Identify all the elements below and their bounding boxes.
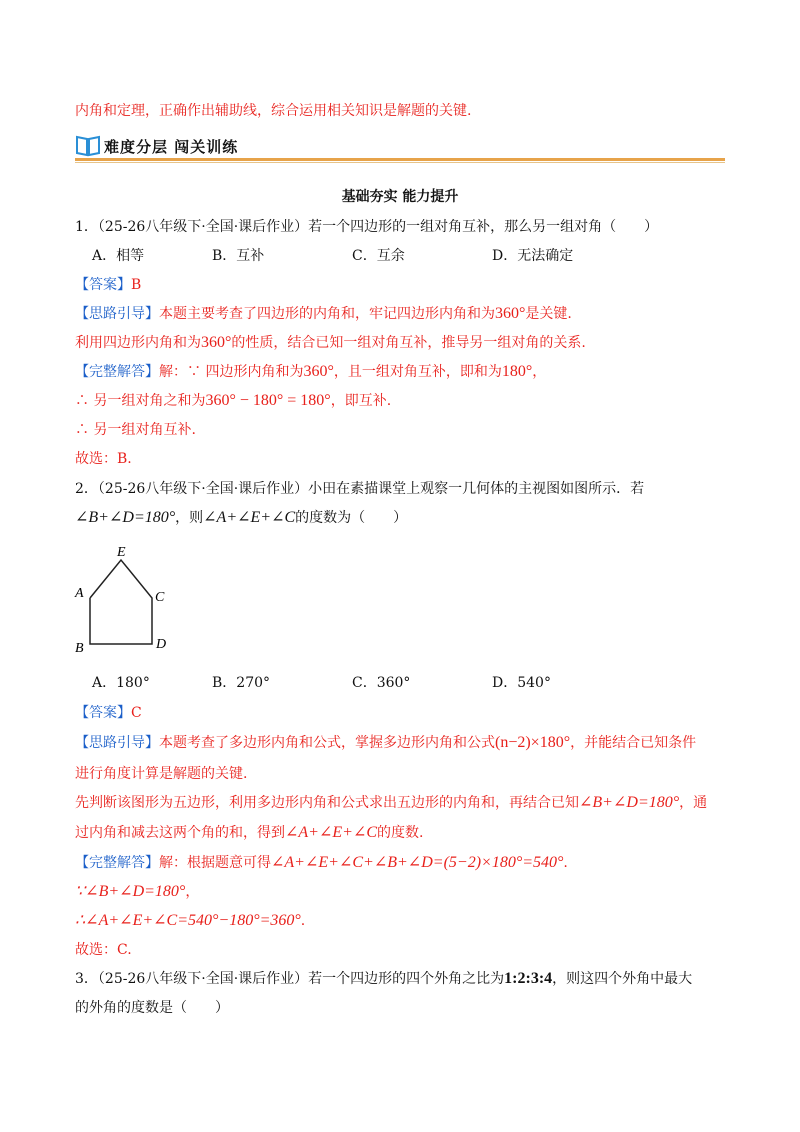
solution-text: ， <box>185 884 200 900</box>
math-expr: ∵∠B+∠D=180° <box>75 883 186 900</box>
hint-text: ，并能结合已知条件 <box>570 735 697 751</box>
solution-text: ， <box>532 364 547 380</box>
hint-text: 的性质，结合已知一组对角互补，推导另一组对角的关系. <box>231 335 586 351</box>
math-expr: (n−2)×180° <box>495 734 571 751</box>
math-expr: 360° <box>495 305 526 322</box>
q1-solution-line2 <box>75 391 391 411</box>
q1-solution-line1 <box>75 362 546 382</box>
section-divider <box>75 158 725 161</box>
hint-tag: 【思路引导】 <box>75 306 159 322</box>
math-expr: ∠A+∠E+∠C <box>285 824 378 841</box>
hint-tag: 【思路引导】 <box>75 735 159 751</box>
stem-text: ，则这四个外角中最大 <box>552 971 693 987</box>
math-expr: ∠A+∠E+∠C <box>203 509 296 526</box>
q2-option-b: B．270° <box>212 675 271 691</box>
q2-hint-line3 <box>75 793 707 813</box>
continuation-line: 内角和定理，正确作出辅助线，综合运用相关知识是解题的关键. <box>75 103 472 119</box>
q1-option-c: C．互余 <box>352 248 405 264</box>
q2-hint-line1 <box>75 733 696 753</box>
book-icon <box>75 133 101 157</box>
solution-tag: 【完整解答】 <box>75 855 159 871</box>
q2-answer-line <box>75 703 142 723</box>
q3-stem-line1 <box>75 969 692 989</box>
q2-stem-line2 <box>75 508 407 528</box>
q2-solution-line1 <box>75 853 568 873</box>
label-b: B <box>75 641 84 656</box>
q1-hint-line1 <box>75 304 572 324</box>
q1-stem: 1．（25-26八年级下·全国·课后作业）若一个四边形的一组对角互补，那么另一组对角（ ） <box>75 219 659 235</box>
hint-text: 本题考查了多边形内角和公式，掌握多边形内角和公式 <box>159 735 495 751</box>
stem-text: ，则 <box>175 510 204 526</box>
solution-text: 解：根据题意可得 <box>159 855 271 871</box>
q1-answer: B <box>131 277 142 293</box>
q2-solution-line2 <box>75 882 199 902</box>
label-a: A <box>75 586 84 601</box>
label-c: C <box>155 590 165 605</box>
hint-text: 本题主要考查了四边形的内角和，牢记四边形内角和为 <box>159 306 495 322</box>
q2-hint-line2: 进行角度计算是解题的关键. <box>75 766 248 782</box>
q2-option-d: D．540° <box>492 675 551 691</box>
q1-option-a: A．相等 <box>92 248 145 264</box>
math-expr: 1:2:3:4 <box>504 970 553 987</box>
math-expr: ∠B+∠D=180° <box>75 509 176 526</box>
solution-text: ，即互补. <box>330 393 392 409</box>
hint-text: 过内角和减去这两个角的和，得到 <box>75 825 285 841</box>
q1-option-b: B．互补 <box>212 248 265 264</box>
q3-stem-line2: 的外角的度数是（ ） <box>75 1000 229 1016</box>
pentagon-figure <box>70 540 180 660</box>
hint-text: ，通 <box>679 795 708 811</box>
label-d: D <box>156 637 167 652</box>
section-divider-thin <box>75 162 725 163</box>
math-expr: ∴∠A+∠E+∠C=540°−180°=360° <box>75 912 301 929</box>
q1-solution-line3: ∴ 另一组对角互补. <box>75 422 196 438</box>
q2-option-a: A．180° <box>92 675 150 691</box>
hint-text: 先判断该图形为五边形，利用多边形内角和公式求出五边形的内角和，再结合已知 <box>75 795 579 811</box>
solution-text: ∴ 另一组对角之和为 <box>75 393 206 409</box>
solution-tag: 【完整解答】 <box>75 364 159 380</box>
q1-hint-line2 <box>75 333 586 353</box>
stem-text: 3．（25-26八年级下·全国·课后作业）若一个四边形的四个外角之比为 <box>75 971 505 987</box>
q2-solution-line4: 故选：C. <box>75 942 132 958</box>
math-expr: 180° <box>501 363 533 380</box>
math-expr: ∠B+∠D=180° <box>579 794 680 811</box>
q2-option-c: C．360° <box>352 675 411 691</box>
solution-text: . <box>563 855 568 871</box>
math-expr: 360° − 180° = 180° <box>205 392 331 409</box>
q2-solution-line3 <box>75 911 305 931</box>
hint-text: 是关键. <box>525 306 572 322</box>
q1-answer-line <box>75 275 141 295</box>
q2-hint-line4 <box>75 823 423 843</box>
label-e: E <box>117 545 126 560</box>
hint-text: 的度数. <box>377 825 424 841</box>
solution-text: ，且一组对角互补，即和为 <box>333 364 502 380</box>
solution-text: 解：∵ 四边形内角和为 <box>159 364 304 380</box>
q1-option-d: D．无法确定 <box>492 248 574 264</box>
math-expr: ∠A+∠E+∠C+∠B+∠D=(5−2)×180°=540° <box>271 854 564 871</box>
q1-solution-line4: 故选：B. <box>75 451 132 467</box>
q2-answer: C <box>131 705 142 721</box>
subsection-title: 基础夯实 能力提升 <box>341 189 459 205</box>
math-expr: 360° <box>201 334 232 351</box>
answer-tag: 【答案】 <box>75 277 131 293</box>
q2-stem-line1: 2．（25-26八年级下·全国·课后作业）小田在素描课堂上观察一几何体的主视图如图所示．若 <box>75 481 645 497</box>
math-expr: 360° <box>303 363 334 380</box>
solution-text: . <box>300 913 306 929</box>
stem-text: 的度数为（ ） <box>295 510 408 526</box>
section-title: 难度分层 闯关训练 <box>104 138 239 156</box>
hint-text: 利用四边形内角和为 <box>75 335 201 351</box>
answer-tag: 【答案】 <box>75 705 131 721</box>
pentagon-shape <box>90 560 152 644</box>
